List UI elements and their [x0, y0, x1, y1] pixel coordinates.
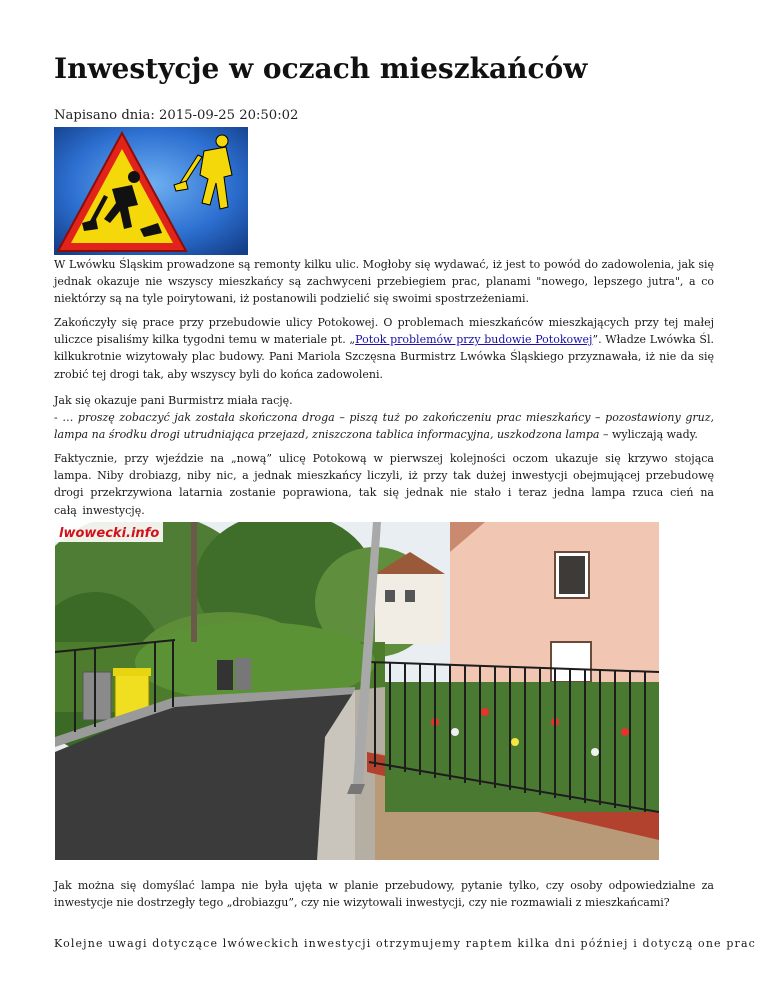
paragraph-2 [54, 314, 714, 383]
article-dateline: Napisano dnia: 2015-09-25 20:50:02 [54, 108, 299, 123]
paragraph-3-dash: - [54, 411, 63, 425]
paragraph-4: Faktycznie, przy wjeździe na „nową” ulicę Potokową w pierwszej kolejności oczom ukazuje się krzywo stojąca lampa. Niby drobiazg, niby nic, a jednak mieszkańcy liczyli, iż przy tak dużej inwestycji obejmującej przebudowę drogi przekrzywiona latarnia zostanie poprawiona, tak się jednak nie stało i teraz jedna lampa rzuca cień na całą inwestycję. [54, 452, 714, 517]
paragraph-3-tail: – wyliczają wady. [599, 428, 698, 442]
roadworks-sign-image [54, 127, 248, 255]
paragraph-5: Jak można się domyślać lampa nie była ujęta w planie przebudowy, pytanie tylko, czy osoby odpowiedzialne za inwestycje nie dostrzegły tego „drobiazgu”, czy nie wizytowali inwestycji, czy nie rozmawiali z mieszkańcami? [54, 879, 714, 910]
paragraph-1: W Lwówku Śląskim prowadzone są remonty kilku ulic. Mogłoby się wydawać, iż jest to powód do zadowolenia, jak się jednak okazuje nie wszyscy mieszkańcy są zachwyceni przebiegiem prac, planami "nowego, lepszego jutra", a co niektórzy są na tyle poirytowani, iż postanowili podzielić się swoimi spostrzeżeniami. [54, 258, 714, 306]
article-title: Inwestycje w oczach mieszkańców [54, 52, 588, 85]
paragraph-3-lead: Jak się okazuje pani Burmistrz miała rację. [54, 394, 293, 407]
street-photo [55, 522, 659, 860]
paragraph-2-text-b: ”. Władze Lwówka Śl. kilkukrotnie wizytowały plac budowy. Pani Mariola Szczęsna Burmistrz Lwówka Śląskiego przyznawała, iż nie da się zrobić tej drogi tak, aby wszyscy byli do końca zadowoleni. [54, 333, 714, 381]
resident-quote: … proszę zobaczyć jak została skończona droga – piszą tuż po zakończeniu prac mieszkańcy – pozostawiony gruz, lampa na środku drogi utrudniająca przejazd, zniszczona tablica informacyjna, uszkodzona lampa [54, 411, 715, 442]
paragraph-3 [54, 392, 714, 444]
paragraph-2-text-a: Zakończyły się prace przy przebudowie ulicy Potokowej. O problemach mieszkańców mieszkających przy tej małej uliczce pisaliśmy kilka tygodni temu w materiale pt. „ [54, 316, 714, 347]
potok-article-link[interactable]: Potok problemów przy budowie Potokowej [355, 333, 593, 347]
photo-watermark: lwowecki.info [59, 526, 160, 541]
paragraph-6: Kolejne uwagi dotyczące lwóweckich inwestycji otrzymujemy raptem kilka dni później i dotyczą one prac [54, 937, 756, 950]
